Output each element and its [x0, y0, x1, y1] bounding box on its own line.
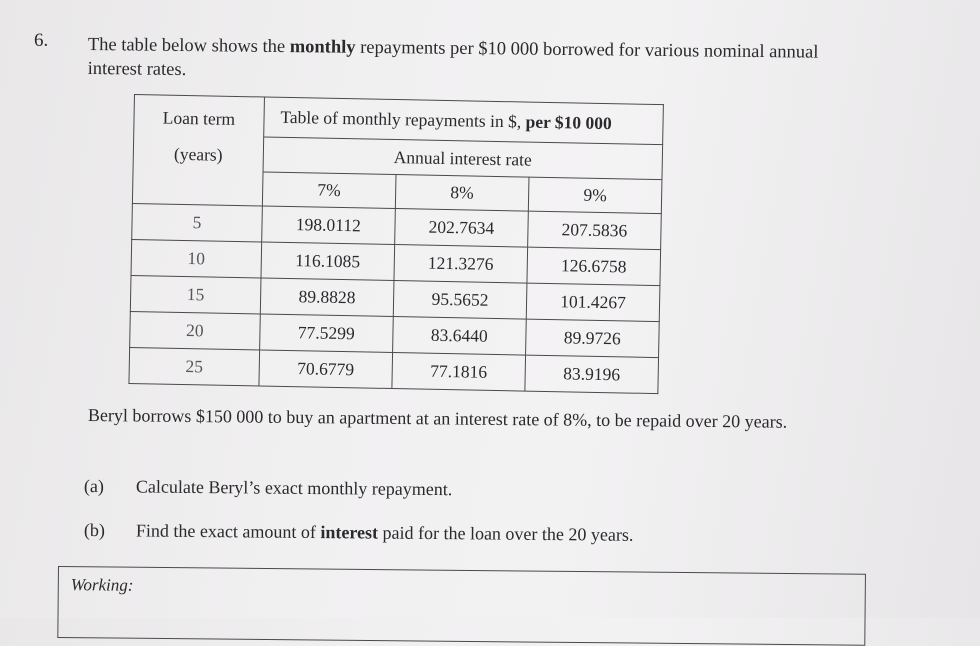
working-box[interactable] [57, 566, 866, 646]
working-label: Working: [70, 575, 134, 595]
question-number: 6. [34, 30, 49, 51]
value-cell: 207.5836 [528, 211, 662, 250]
rate-header-9: 9% [528, 177, 662, 214]
value-cell: 70.6779 [259, 350, 393, 389]
value-cell: 126.6758 [527, 247, 661, 286]
part-b-label: (b) [83, 520, 105, 541]
loan-term-header [132, 95, 264, 206]
question-intro [87, 33, 847, 89]
value-cell: 121.3276 [394, 245, 528, 284]
table-title-pre: Table of monthly repayments in $, [280, 107, 526, 132]
term-cell: 5 [132, 203, 263, 241]
scenario-text: Beryl borrows $150 000 to buy an apartment at an interest rate of 8%, to be repaid over 20 years. [87, 404, 788, 432]
value-cell: 83.9196 [525, 355, 659, 394]
part-a [84, 476, 453, 500]
value-cell: 89.8828 [260, 278, 394, 317]
value-cell: 77.5299 [259, 314, 393, 353]
part-a-text: Calculate Beryl’s exact monthly repayment. [135, 476, 453, 500]
rate-header-8: 8% [395, 174, 529, 211]
value-cell: 89.9726 [525, 319, 659, 358]
loan-term-units: (years) [173, 143, 223, 165]
part-a-label: (a) [83, 476, 104, 497]
repayments-table [128, 94, 663, 394]
value-cell: 101.4267 [526, 283, 660, 322]
value-cell: 83.6440 [392, 317, 526, 356]
rate-header: Annual interest rate [263, 137, 663, 179]
intro-text-bold: monthly [289, 37, 356, 58]
value-cell: 202.7634 [395, 209, 529, 248]
part-b-text-post: paid for the loan over the 20 years. [377, 522, 634, 545]
intro-text-post: repayments per $10 000 borrowed for various nominal annual interest rates. [87, 37, 819, 81]
table-title-bold: per $10 000 [525, 111, 612, 134]
term-cell: 25 [129, 347, 260, 385]
part-b-text-pre: Find the exact amount of [135, 520, 321, 543]
value-cell: 198.0112 [262, 206, 396, 245]
value-cell: 116.1085 [261, 242, 395, 281]
intro-text-pre: The table below shows the [87, 34, 290, 58]
loan-term-label: Loan term [162, 107, 236, 129]
value-cell: 77.1816 [392, 353, 526, 392]
term-cell: 10 [131, 239, 262, 277]
term-cell: 20 [130, 311, 261, 349]
part-b [84, 520, 634, 546]
term-cell: 15 [130, 275, 261, 313]
rate-header-7: 7% [262, 172, 396, 209]
value-cell: 95.5652 [393, 281, 527, 320]
part-b-text-bold: interest [320, 522, 379, 543]
